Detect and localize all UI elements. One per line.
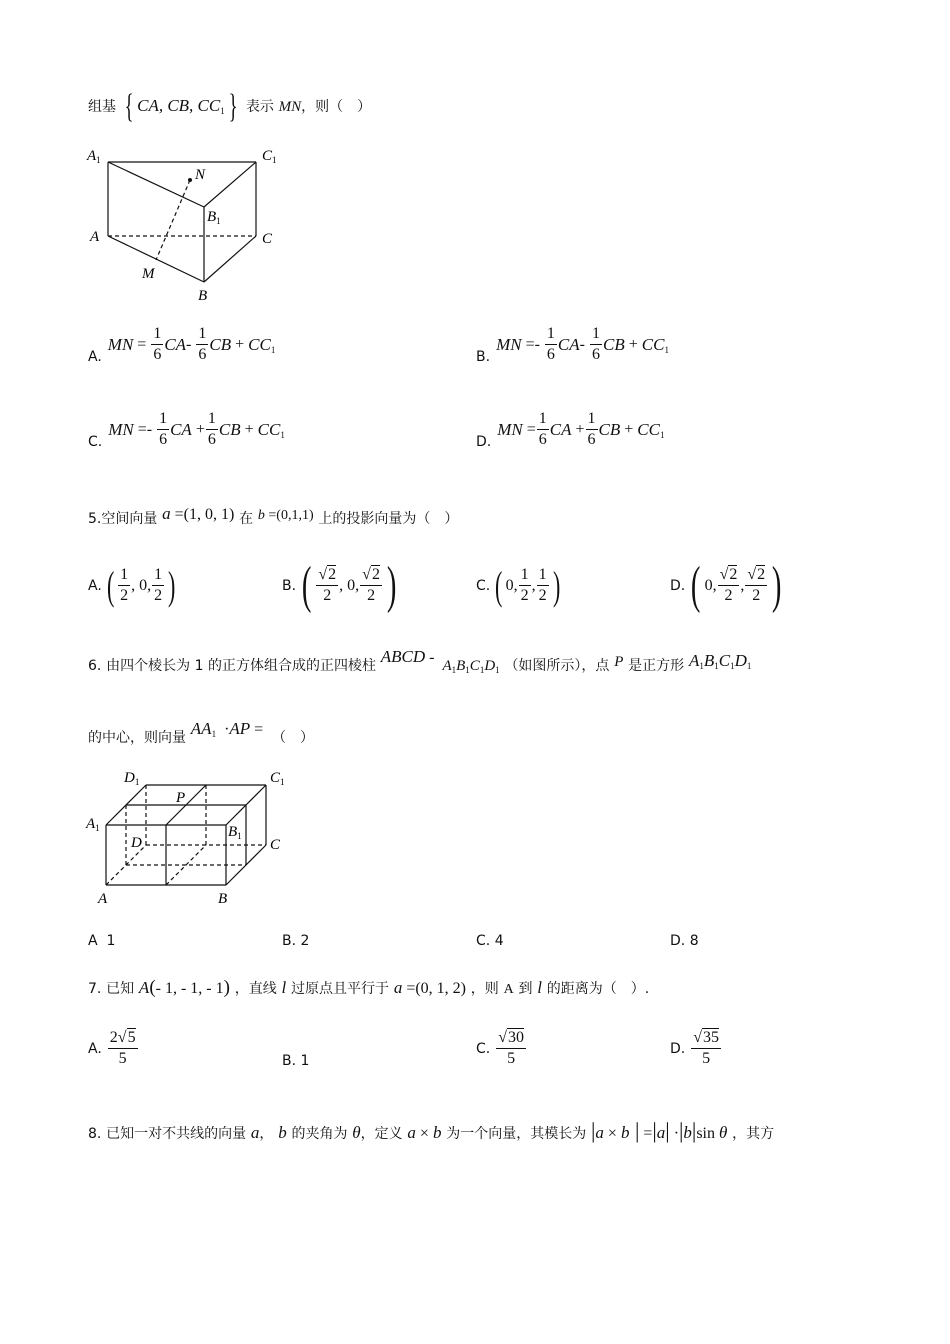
q6-option-b[interactable]: B. 2 bbox=[282, 933, 310, 949]
q5-stem: 5.空间向量 a =(1, 0, 1) 在 b =(0,1,1) 上的投影向量为（ ） bbox=[88, 504, 459, 527]
q5-option-a[interactable]: A. ( $\frac{1}{2}$ , 0, $\frac{1}{2}$ ) bbox=[88, 563, 176, 608]
q5-option-d[interactable]: D. ( 0, $\frac{√2}{2}$ , $\frac{√2}{2}$ ) bbox=[670, 557, 782, 614]
q7-option-d[interactable]: D. $\frac{√35}{5}$ bbox=[670, 1029, 720, 1067]
q4-option-b[interactable]: B. MN =- $\frac{1}{6}$ CA - $\frac{1}{6}$ CB + $CC_1$ bbox=[476, 325, 669, 365]
q7-option-b[interactable]: B. 1 bbox=[282, 1053, 310, 1069]
label-A1: $A_1$ bbox=[87, 148, 101, 165]
q5-option-c[interactable]: C. ( 0, $\frac{1}{2}$ , $\frac{1}{2}$ ) bbox=[476, 563, 560, 608]
label-C: C bbox=[270, 837, 281, 853]
label-C1: $C_1$ bbox=[262, 148, 277, 165]
q6-option-d[interactable]: D. 8 bbox=[670, 933, 699, 949]
label-D1: $D_1$ bbox=[124, 770, 140, 787]
label-B: B bbox=[198, 288, 208, 304]
label-A1: $A_1$ bbox=[86, 816, 100, 833]
q6-option-c[interactable]: C. 4 bbox=[476, 933, 504, 949]
label-C: C bbox=[262, 231, 273, 247]
q6-stem-line2: 的中心，则向量 $AA_1 \cdot AP$ = （ ） bbox=[88, 719, 314, 746]
q4-option-a[interactable]: A. MN = $\frac{1}{6}$ CA - $\frac{1}{6}$ CB + $CC_1$ bbox=[88, 325, 276, 365]
label-D: D bbox=[131, 835, 142, 851]
label-A: A bbox=[90, 229, 100, 245]
label-P: P bbox=[176, 790, 186, 806]
label-N: N bbox=[195, 167, 206, 183]
q4-prism-figure bbox=[80, 140, 300, 310]
label-B1: $B_1$ bbox=[207, 209, 221, 226]
label-A: A bbox=[98, 891, 108, 907]
q6-prism-figure bbox=[80, 762, 320, 912]
q5-option-b[interactable]: B. ( $\frac{√2}{2}$ , 0, $\frac{√2}{2}$ ) bbox=[282, 557, 397, 614]
label-M: M bbox=[142, 266, 155, 282]
q4-stem: 组基 { CA, CB, $CC_1$ } 表示 MN，则（ ） bbox=[88, 88, 372, 125]
q4-option-c[interactable]: C. MN =- $\frac{1}{6}$ CA + $\frac{1}{6}$ CB + $CC_1$ bbox=[88, 410, 285, 450]
q7-stem: 7. 已知 A(- 1, - 1, - 1) ，直线 l 过原点且平行于 a =(0, 1, 2) ，则 A 到 l 的距离为（ ）. bbox=[88, 977, 650, 998]
q6-stem-line1: 6. 由四个棱长为 1 的正方体组合成的正四棱柱 ABCD - $A_1B_1C_1D_1$ （如图所示），点 P 是正方形 $A_1B_1C_1D_1$ bbox=[88, 647, 752, 675]
q4-option-d[interactable]: D. MN = $\frac{1}{6}$ CA + $\frac{1}{6}$ CB + $CC_1$ bbox=[476, 410, 665, 450]
label-B1: $B_1$ bbox=[228, 824, 242, 841]
q7-option-c[interactable]: C. $\frac{√30}{5}$ bbox=[476, 1029, 525, 1067]
label-B: B bbox=[218, 891, 228, 907]
label-C1: $C_1$ bbox=[270, 770, 285, 787]
q6-option-a[interactable]: A 1 bbox=[88, 933, 116, 949]
q8-stem: 8. 已知一对不共线的向量 a， b 的夹角为 θ，定义 a × b 为一个向量，其模长为 |a × b | =|a| ·|b|sin θ ，其方 bbox=[88, 1118, 775, 1143]
q4-basis: CA, CB, $CC_1$ bbox=[137, 96, 225, 116]
q7-option-a[interactable]: A. $\frac{2√5}{5}$ bbox=[88, 1029, 136, 1067]
